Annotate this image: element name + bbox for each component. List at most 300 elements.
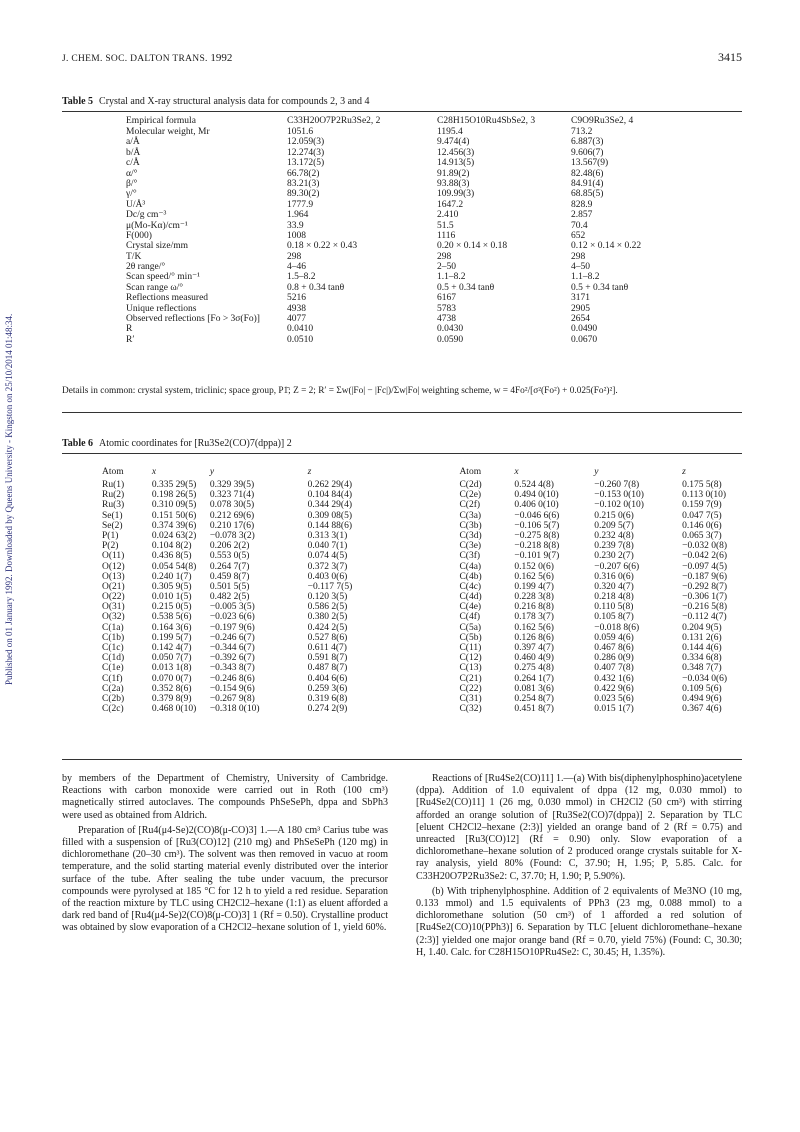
table5-row — [126, 158, 736, 168]
table6-row — [102, 643, 742, 653]
table5-row — [126, 210, 736, 220]
table5-row — [126, 189, 736, 199]
table6-atom-label: C(5b) — [459, 632, 482, 643]
table5-cell: 2.857 — [571, 210, 593, 221]
table6-coordinate: 0.151 50(6) — [151, 510, 197, 521]
table5-cell: 1647.2 — [437, 199, 464, 210]
table6-coordinate: −0.275 8(8) — [514, 530, 560, 541]
table6-coordinate: −0.112 4(7) — [682, 612, 727, 623]
table6-atom-label: O(22) — [102, 592, 125, 603]
table6-coordinate: 0.424 2(5) — [307, 622, 348, 633]
table5-row-label: c/Å — [126, 158, 140, 169]
table5-cell: 0.5 + 0.34 tanθ — [571, 282, 629, 293]
table5-bottom-rule — [62, 412, 742, 413]
table5-cell: 12.456(3) — [437, 147, 475, 158]
table6-coordinate: 0.078 30(5) — [209, 500, 255, 511]
table6-coordinate: 0.146 0(6) — [682, 520, 722, 531]
table6-coordinate: 0.164 3(6) — [151, 622, 192, 633]
table6-coordinate: 0.230 2(7) — [594, 551, 634, 562]
table6-row — [102, 694, 742, 704]
table6-coordinate: 0.367 4(6) — [682, 704, 722, 715]
table6-coordinate: −0.078 3(2) — [209, 530, 255, 541]
table5-row-label: Molecular weight, Mr — [126, 127, 210, 137]
table6-coordinate: 0.142 4(7) — [151, 643, 192, 653]
table5-row-label: Unique reflections — [126, 303, 197, 314]
table6-row — [102, 541, 742, 551]
table6-atom-label: C(22) — [459, 683, 482, 694]
table6-atom-label: O(13) — [102, 571, 125, 582]
table5-row-label: R′ — [126, 334, 135, 345]
table6-coordinate: 0.010 1(5) — [151, 592, 192, 603]
table5-cell: 0.0410 — [287, 324, 314, 335]
table5-top-rule — [62, 111, 742, 112]
table6-coordinate: 0.204 9(5) — [682, 622, 722, 633]
table6-coordinate: 0.404 6(6) — [307, 673, 348, 684]
table6-coordinate: 0.024 63(2) — [151, 530, 197, 541]
table6-coordinate: 0.403 0(6) — [307, 571, 348, 582]
table6-coordinate: 0.144 4(6) — [682, 643, 722, 653]
table6-coordinate: −0.101 9(7) — [514, 551, 560, 562]
table6 — [102, 467, 742, 714]
table6-coordinate: 0.199 4(7) — [514, 581, 554, 592]
table5-cell: 2654 — [571, 314, 590, 325]
table5-cell: 0.20 × 0.14 × 0.18 — [437, 241, 508, 252]
table6-atom-label: Se(1) — [102, 510, 123, 521]
download-watermark — [4, 215, 18, 685]
table6-atom-label: Ru(2) — [102, 490, 125, 501]
table5-cell: 4938 — [287, 303, 306, 314]
table6-atom-label: C(2e) — [459, 490, 482, 501]
table5-row-label: b/Å — [126, 147, 141, 158]
table6-row — [102, 653, 742, 663]
table6-atom-label: C(2d) — [459, 480, 482, 490]
table5-row — [126, 335, 736, 345]
table6-coordinate: −0.318 0(10) — [209, 704, 260, 715]
table6-row — [102, 623, 742, 633]
table6-coordinate: 0.422 9(6) — [594, 683, 634, 694]
table5-cell: 4738 — [437, 314, 456, 325]
table5-row-label: Empirical formula — [126, 116, 196, 126]
table5-cell: 1008 — [287, 230, 306, 241]
table6-coordinate: 0.352 8(6) — [151, 683, 192, 694]
table6-atom-label: P(1) — [102, 530, 119, 541]
table6-atom-label: C(3d) — [459, 530, 482, 541]
table6-coordinate: 0.199 5(7) — [151, 632, 192, 643]
table6-atom-label: C(1d) — [102, 653, 125, 664]
table5-row-label: Dc/g cm⁻³ — [126, 210, 167, 221]
table6-coordinate: 0.152 0(6) — [514, 561, 554, 572]
table6-row — [102, 582, 742, 592]
table6-coordinate: 0.344 29(4) — [307, 500, 352, 511]
paragraph-reaction-pph3: (b) With triphenylphosphine. Addition of 2 equivalents of Me3NO (10 mg, 0.133 mmol) and 1.5 equivalents of PPh3 (23 mg, 0.088 mmol) to a dichloromethane solution (50 cm³) of 1 afforded a red solution of [Ru4Se2(CO)10(PPh3)] 6. Separation by TLC [eluent dichloromethane–hexane (2:3)] yielded one major orange band (Rf = 0.70, yield 75%) (Found: C, 30.30; H, 1.40. Calc. for C28H15O10PRu4Se2: C, 30.45; H, 1.35%). — [416, 885, 742, 958]
table6-atom-label: C(12) — [459, 653, 482, 664]
table5-cell: 70.4 — [571, 220, 588, 231]
table6-coordinate: 0.436 8(5) — [151, 551, 192, 562]
table5-cell: 828.9 — [571, 199, 593, 210]
table6-coordinate: 0.487 8(7) — [307, 663, 348, 674]
table6-coordinate: 0.524 4(8) — [514, 480, 554, 490]
table6-atom-label: C(1f) — [102, 673, 123, 684]
table5-cell: 0.8 + 0.34 tanθ — [287, 282, 345, 293]
table5-row — [126, 324, 736, 334]
table6-coordinate: 0.218 4(8) — [594, 592, 634, 603]
table5-row-label: Crystal size/mm — [126, 241, 189, 252]
table6-caption — [62, 438, 292, 449]
table5-cell: 1.1–8.2 — [571, 272, 600, 283]
table6-coordinate: 0.239 7(8) — [594, 541, 634, 552]
journal-name — [62, 52, 232, 64]
table5-cell: 14.913(5) — [437, 158, 475, 169]
table5-row — [126, 179, 736, 189]
journal-title: J. CHEM. SOC. DALTON TRANS. — [62, 54, 208, 64]
table5-row-label: β/° — [126, 178, 138, 189]
table6-atom-label: C(4c) — [459, 581, 482, 592]
table6-coordinate: 0.232 4(8) — [594, 530, 634, 541]
table6-coordinate: 0.228 3(8) — [514, 592, 554, 603]
table6-coordinate: 0.262 29(4) — [307, 480, 352, 490]
table6-row — [102, 562, 742, 572]
table6-coordinate: −0.034 0(6) — [682, 673, 728, 684]
table5-row-label: Reflections measured — [126, 293, 209, 304]
table5-row — [126, 262, 736, 272]
table6-atom-label: C(4b) — [459, 571, 482, 582]
table5-caption-text: Crystal and X-ray structural analysis data for compounds 2, 3 and 4 — [99, 96, 370, 107]
table6-coordinate: −0.097 4(5) — [682, 561, 728, 572]
table5-cell: 83.21(3) — [287, 178, 320, 189]
table6-coordinate: 0.329 39(5) — [209, 480, 255, 490]
table6-row — [102, 674, 742, 684]
table5-row-label: μ(Mo-Kα)/cm⁻¹ — [126, 220, 188, 231]
table6-coordinate: 0.105 8(7) — [594, 612, 634, 623]
table6-coordinate: −0.343 8(7) — [209, 663, 255, 674]
table6-label: Table 6 — [62, 438, 94, 449]
table6-atom-label: P(2) — [102, 541, 119, 552]
table5-cell: 0.0490 — [571, 324, 598, 335]
table6-atom-label: C(2f) — [459, 500, 481, 511]
page-number: 3415 — [718, 50, 742, 64]
body-column-right — [416, 773, 742, 962]
table6-bottom-rule — [62, 759, 742, 760]
table6-coordinate: −0.197 9(6) — [209, 622, 255, 633]
table6-column-header: z — [682, 467, 686, 477]
table6-coordinate: 0.316 0(6) — [594, 571, 634, 582]
table6-coordinate: 0.379 8(9) — [151, 693, 192, 704]
table6-coordinate: 0.309 08(5) — [307, 510, 352, 521]
table5-cell: 66.78(2) — [287, 168, 320, 179]
table6-atom-label: O(12) — [102, 561, 125, 572]
table5-cell: 1051.6 — [287, 127, 314, 137]
table6-row — [102, 684, 742, 694]
table6-atom-label: C(11) — [459, 643, 482, 653]
table6-coordinate: 0.013 1(8) — [151, 663, 192, 674]
table6-coordinate: 0.319 6(8) — [307, 693, 348, 704]
table6-coordinate: 0.216 8(8) — [514, 602, 554, 613]
table6-header-row — [102, 467, 742, 480]
table6-coordinate: −0.032 0(8) — [682, 541, 728, 552]
table6-coordinate: 0.212 69(6) — [209, 510, 255, 521]
table6-coordinate: −0.392 6(7) — [209, 653, 255, 664]
table6-atom-label: C(21) — [459, 673, 482, 684]
table5-cell: 0.18 × 0.22 × 0.43 — [287, 241, 358, 252]
table6-column-header: y — [209, 467, 215, 477]
table6-coordinate: −0.023 6(6) — [209, 612, 255, 623]
table5-cell: 68.85(5) — [571, 189, 604, 200]
table6-atom-label: C(1c) — [102, 643, 124, 653]
table6-coordinate: 0.215 0(6) — [594, 510, 634, 521]
table6-coordinate: 0.104 84(4) — [307, 490, 352, 501]
table6-coordinate: 0.348 7(7) — [682, 663, 722, 674]
table5-cell: 51.5 — [437, 220, 454, 231]
table6-column-header: z — [307, 467, 312, 477]
table5-row — [126, 304, 736, 314]
body-column-left — [62, 773, 388, 938]
table6-coordinate: 0.611 4(7) — [307, 643, 347, 653]
table5-cell: 13.172(5) — [287, 158, 325, 169]
table6-coordinate: 0.104 8(2) — [151, 541, 192, 552]
table6-row — [102, 704, 742, 714]
table6-coordinate: −0.106 5(7) — [514, 520, 560, 531]
table6-atom-label: C(1a) — [102, 622, 124, 633]
table5-row — [126, 116, 736, 127]
table5-cell: 13.567(9) — [571, 158, 609, 169]
table6-coordinate: −0.005 3(5) — [209, 602, 255, 613]
table6-coordinate: 0.070 0(7) — [151, 673, 192, 684]
table6-coordinate: 0.468 0(10) — [151, 704, 197, 715]
table5-row — [126, 200, 736, 210]
table6-row — [102, 633, 742, 643]
table6-atom-label: C(2b) — [102, 693, 125, 704]
table5-cell: 1.1–8.2 — [437, 272, 466, 283]
table6-coordinate: 0.467 8(6) — [594, 643, 634, 653]
table6-coordinate: 0.110 5(8) — [594, 602, 634, 613]
table5-label: Table 5 — [62, 96, 94, 107]
table5-cell: 652 — [571, 230, 586, 241]
table6-atom-label: C(32) — [459, 704, 482, 715]
table6-column-header: Atom — [102, 467, 124, 477]
table6-coordinate: 0.059 4(6) — [594, 632, 634, 643]
table5-row-label: F(000) — [126, 230, 152, 241]
table6-atom-label: C(4a) — [459, 561, 482, 572]
table5-row — [126, 252, 736, 262]
table5-row-label: α/° — [126, 168, 138, 179]
table6-coordinate: 0.113 0(10) — [682, 490, 727, 501]
table6-coordinate: −0.018 8(6) — [594, 622, 640, 633]
table5-cell: 0.0590 — [437, 334, 464, 345]
table6-coordinate: 0.159 7(9) — [682, 500, 722, 511]
table6-atom-label: C(3b) — [459, 520, 482, 531]
table5-cell: 9.606(7) — [571, 147, 604, 158]
paragraph-materials: by members of the Department of Chemistry, University of Cambridge. Reactions with carbon monoxide were carried out in Roth (100 cm³) magnetically stirred autoclaves. The compounds PhSeSePh, dppa and SbPh3 were used as obtained from Aldrich. — [62, 773, 388, 821]
table5-cell: C33H20O7P2Ru3Se2, 2 — [287, 116, 381, 126]
table6-coordinate: 0.432 1(6) — [594, 673, 634, 684]
table6-coordinate: 0.120 3(5) — [307, 592, 348, 603]
table6-atom-label: C(13) — [459, 663, 482, 674]
table6-atom-label: C(2c) — [102, 704, 124, 715]
table6-coordinate: 0.313 3(1) — [307, 530, 348, 541]
table6-coordinate: −0.042 2(6) — [682, 551, 728, 562]
table5-row — [126, 241, 736, 251]
table6-coordinate: 0.305 9(5) — [151, 581, 192, 592]
table5-cell: 109.99(3) — [437, 189, 475, 200]
table5-row — [126, 169, 736, 179]
table5-cell: 84.91(4) — [571, 178, 604, 189]
table5-cell: 1195.4 — [437, 127, 463, 137]
table5-cell: C9O9Ru3Se2, 4 — [571, 116, 634, 126]
table6-atom-label: C(3f) — [459, 551, 481, 562]
table5-row — [126, 293, 736, 303]
table6-coordinate: −0.344 6(7) — [209, 643, 255, 653]
table6-coordinate: 0.586 2(5) — [307, 602, 348, 613]
table6-top-rule — [62, 453, 742, 454]
table5-row-label: R — [126, 324, 133, 335]
table5-cell: C28H15O10Ru4SbSe2, 3 — [437, 116, 536, 126]
table6-coordinate: 0.494 0(10) — [514, 490, 559, 501]
table6-coordinate: 0.023 5(6) — [594, 693, 634, 704]
table6-atom-label: C(1b) — [102, 632, 125, 643]
table5-cell: 89.30(2) — [287, 189, 320, 200]
table6-coordinate: 0.274 2(9) — [307, 704, 348, 715]
table6-coordinate: 0.591 8(7) — [307, 653, 348, 664]
table6-coordinate: 0.240 1(7) — [151, 571, 192, 582]
table6-column-header: x — [514, 467, 519, 477]
table6-coordinate: −0.246 8(6) — [209, 673, 255, 684]
table6-coordinate: 0.259 3(6) — [307, 683, 348, 694]
table6-coordinate: −0.218 8(8) — [514, 541, 560, 552]
table5-cell: 5216 — [287, 293, 306, 304]
table5-cell: 713.2 — [571, 127, 593, 137]
table5-cell: 93.88(3) — [437, 178, 470, 189]
table5-row — [126, 231, 736, 241]
table6-coordinate: 0.451 8(7) — [514, 704, 554, 715]
table6-coordinate: −0.260 7(8) — [594, 480, 640, 490]
table5-row — [126, 283, 736, 293]
table6-coordinate: 0.494 9(6) — [682, 693, 722, 704]
page-header — [62, 48, 742, 68]
table5-row — [126, 221, 736, 231]
table5 — [126, 116, 736, 345]
table6-atom-label: O(21) — [102, 581, 125, 592]
table5-cell: 2–50 — [437, 262, 456, 273]
table6-coordinate: 0.310 09(5) — [151, 500, 197, 511]
table5-cell: 4–50 — [571, 262, 590, 273]
table6-coordinate: 0.264 1(7) — [514, 673, 554, 684]
table6-row — [102, 490, 742, 500]
table6-coordinate: 0.175 5(8) — [682, 480, 722, 490]
table5-cell: 3171 — [571, 293, 590, 304]
table6-atom-label: C(31) — [459, 693, 482, 704]
table5-row — [126, 314, 736, 324]
table6-coordinate: 0.109 5(6) — [682, 683, 722, 694]
table6-coordinate: −0.102 0(10) — [594, 500, 644, 511]
table6-coordinate: 0.460 4(9) — [514, 653, 554, 664]
table6-coordinate: 0.374 39(6) — [151, 520, 197, 531]
table6-coordinate: 0.162 5(6) — [514, 571, 554, 582]
table6-row — [102, 592, 742, 602]
table6-atom-label: C(5a) — [459, 622, 482, 633]
table5-cell: 0.0430 — [437, 324, 464, 335]
table6-coordinate: −0.154 9(6) — [209, 683, 255, 694]
table5-row-label: Observed reflections [Fo > 3σ(Fo)] — [126, 314, 260, 325]
table5-row-label: U/Å³ — [126, 199, 146, 210]
table5-cell: 5783 — [437, 303, 456, 314]
table6-coordinate: 0.553 0(5) — [209, 551, 250, 562]
table5-cell: 4077 — [287, 314, 306, 325]
table6-coordinate: 0.081 3(6) — [514, 683, 554, 694]
table6-coordinate: 0.407 7(8) — [594, 663, 634, 674]
table6-coordinate: 0.054 54(8) — [151, 561, 197, 572]
table5-row-label: T/K — [126, 251, 142, 262]
table6-coordinate: 0.131 2(6) — [682, 632, 722, 643]
table6-coordinate: 0.380 2(5) — [307, 612, 348, 623]
table6-coordinate: 0.264 7(7) — [209, 561, 250, 572]
table5-row-label: a/Å — [126, 137, 140, 148]
table5-cell: 1.964 — [287, 210, 309, 221]
table5-cell: 1777.9 — [287, 199, 314, 210]
table6-coordinate: −0.153 0(10) — [594, 490, 644, 501]
table5-row-label: γ/° — [126, 189, 137, 200]
table6-coordinate: 0.047 7(5) — [682, 510, 722, 521]
table6-atom-label: C(4e) — [459, 602, 482, 613]
table6-coordinate: 0.198 26(5) — [151, 490, 197, 501]
table6-column-header: y — [594, 467, 599, 477]
table6-row — [102, 551, 742, 561]
table6-coordinate: 0.065 3(7) — [682, 530, 722, 541]
table5-cell: 2905 — [571, 303, 590, 314]
table6-coordinate: 0.527 8(6) — [307, 632, 348, 643]
table6-coordinate: 0.482 2(5) — [209, 592, 250, 603]
table5-row — [126, 137, 736, 147]
table6-coordinate: 0.126 8(6) — [514, 632, 554, 643]
table6-coordinate: −0.292 8(7) — [682, 581, 728, 592]
table5-cell: 9.474(4) — [437, 137, 470, 148]
table5-row — [126, 272, 736, 282]
table6-coordinate: 0.178 3(7) — [514, 612, 554, 623]
download-watermark-text: Published on 01 January 1992. Downloaded by Queens University - Kingston on 25/10/2014 01:48:34. — [4, 313, 14, 685]
table5-cell: 91.89(2) — [437, 168, 470, 179]
table5-cell: 12.059(3) — [287, 137, 325, 148]
table5-cell: 0.0670 — [571, 334, 598, 345]
table6-coordinate: −0.267 9(8) — [209, 693, 255, 704]
table6-row — [102, 612, 742, 622]
paragraph-preparation-1: Preparation of [Ru4(μ4-Se)2(CO)8(μ-CO)3] 1.—A 180 cm³ Carius tube was filled with a suspension of [Ru3(CO)12] (210 mg) and PhSeSePh (120 mg) in dichloromethane (20–30 cm³). The solvent was then removed in vacuo at room temperature, and the solid starting material evenly distributed over the interior surface of the tube. After sealing the tube under vacuum, the precursor compounds were pyrolysed at 185 °C for 12 h to yield a red residue. Separation of the reaction mixture by TLC using CH2Cl2–hexane (1:1) as eluent afforded a dark red band of [Ru4(μ4-Se)2(CO)8(μ-CO)3] 1 (Rf = 0.50). Crystalline product was obtained by slow evaporation of a CH2Cl2–hexane solution of 1, yield 60%. — [62, 824, 388, 934]
table5-cell: 82.48(6) — [571, 168, 604, 179]
table5-cell: 6.887(3) — [571, 137, 604, 148]
table5-cell: 0.12 × 0.14 × 0.22 — [571, 241, 642, 252]
table6-coordinate: −0.117 7(5) — [307, 581, 353, 592]
table6-atom-label: Ru(1) — [102, 480, 125, 490]
table6-coordinate: 0.144 88(6) — [307, 520, 352, 531]
table6-atom-label: C(2a) — [102, 683, 124, 694]
table6-coordinate: 0.209 5(7) — [594, 520, 634, 531]
table6-coordinate: 0.459 8(7) — [209, 571, 250, 582]
table6-coordinate: 0.538 5(6) — [151, 612, 192, 623]
table6-coordinate: 0.215 0(5) — [151, 602, 192, 613]
table6-row — [102, 500, 742, 510]
table6-atom-label: C(4f) — [459, 612, 481, 623]
table5-row — [126, 127, 736, 137]
paragraph-reaction-dppa: Reactions of [Ru4Se2(CO)11] 1.—(a) With bis(diphenylphosphino)acetylene (dppa). Addition of 1.0 equivalent of dppa (12 mg, 0.030 mmol) to [Ru4Se2(CO)11] 1 (26 mg, 0.030 mmol) in CH2Cl2 (50 cm³) with stirring afforded an orange solution of [Ru3Se2(CO)7(dppa)] 2. Separation by TLC [eluent CH2Cl2–hexane (2:3)] yielded an orange band of 2 (Rf = 0.75) and unreacted [Ru3(CO)12] (Rf = 0.90) only. Slow evaporation of a dichloromethane–hexane solution of 2 produced orange crystals suitable for X-ray analysis, yield 80% (Found: C, 37.90; H, 1.95; P, 5.85. Calc. for C33H20O7P2Ru3Se2: C, 37.70; H, 1.90; P, 5.90%). — [416, 773, 742, 882]
table5-row — [126, 148, 736, 158]
table6-coordinate: −0.216 5(8) — [682, 602, 728, 613]
table6-row — [102, 521, 742, 531]
table6-atom-label: C(3e) — [459, 541, 482, 552]
table6-row — [102, 572, 742, 582]
table5-row-label: 2θ range/° — [126, 262, 166, 273]
table6-coordinate: 0.275 4(8) — [514, 663, 554, 674]
table5-footnote: Details in common: crystal system, triclinic; space group, P1̄; Z = 2; R′ = Σw(|Fo| − |Fc|)/Σw|Fo| weighting scheme, w = 4Fo²/[σ²(Fo²) + 0.025(Fo²)²]. — [62, 386, 618, 396]
table6-coordinate: −0.046 6(6) — [514, 510, 560, 521]
table5-row-label: Scan range ω/° — [126, 282, 184, 293]
